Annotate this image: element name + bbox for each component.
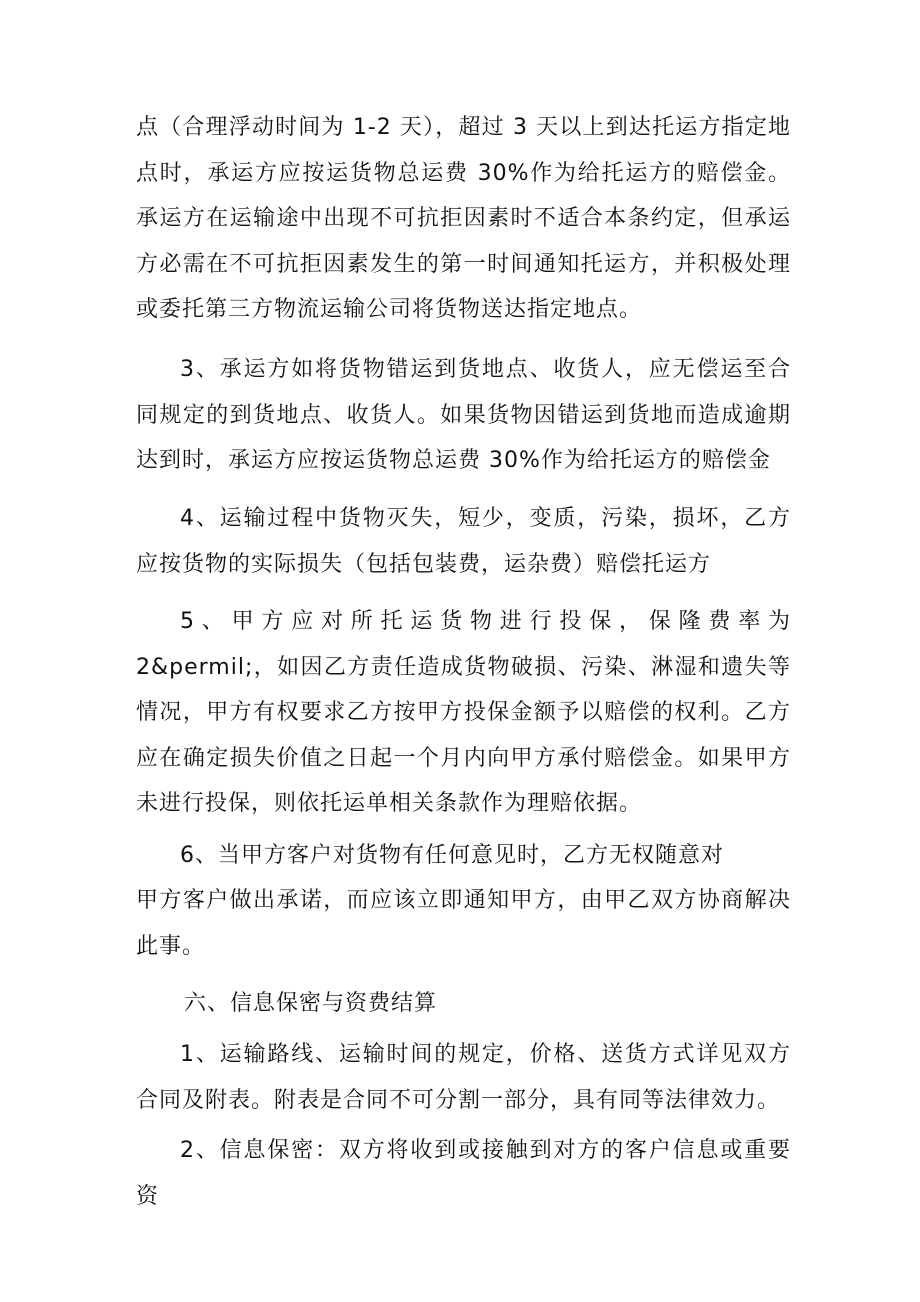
- paragraph-clause-3: 3、承运方如将货物错运到货地点、收货人，应无偿运至合同规定的到货地点、收货人。如果货物因错运到货地而造成逾期达到时，承运方应按运货物总运费 30%作为给托运方的赔偿金: [136, 357, 791, 473]
- paragraph-clause-4: 4、运输过程中货物灭失，短少，变质，污染，损坏，乙方应按货物的实际损失（包括包装费，运杂费）赔偿托运方: [136, 506, 791, 577]
- paragraph-clause-5: 5、甲方应对所托运货物进行投保，保隆费率为 2&permil;，如因乙方责任造成货物破损、污染、淋湿和遗失等情况，甲方有权要求乙方按甲方投保金额予以赔偿的权利。乙方应在确定损失价值之日起一个月内向甲方承付赔偿金。如果甲方未进行投保，则依托运单相关条款作为理赔依据。: [136, 609, 791, 816]
- paragraph-section6-clause-1: 1、运输路线、运输时间的规定，价格、送货方式详见双方合同及附表。附表是合同不可分割一部分，具有同等法律效力。: [136, 1042, 791, 1113]
- section-heading: 六、信息保密与资费结算: [184, 991, 438, 1016]
- paragraph-clause-6-line1: 6、当甲方客户对货物有任何意见时，乙方无权随意对: [180, 843, 724, 868]
- paragraph-section6-clause-2: 2、信息保密：双方将收到或接触到对方的客户信息或重要资: [136, 1138, 791, 1209]
- paragraph-clause-6-continued: 甲方客户做出承诺，而应该立即通知甲方，由甲乙双方协商解决此事。: [136, 888, 791, 959]
- paragraph-delay-compensation: 点（合理浮动时间为 1-2 天），超过 3 天以上到达托运方指定地点时，承运方应按运货物总运费 30%作为给托运方的赔偿金。承运方在运输途中出现不可抗拒因素时不适合本条约定，但承运方必需在不可抗拒因素发生的第一时间通知托运方，并积极处理或委托第三方物流运输公司将货物送达指定地点。: [136, 115, 791, 322]
